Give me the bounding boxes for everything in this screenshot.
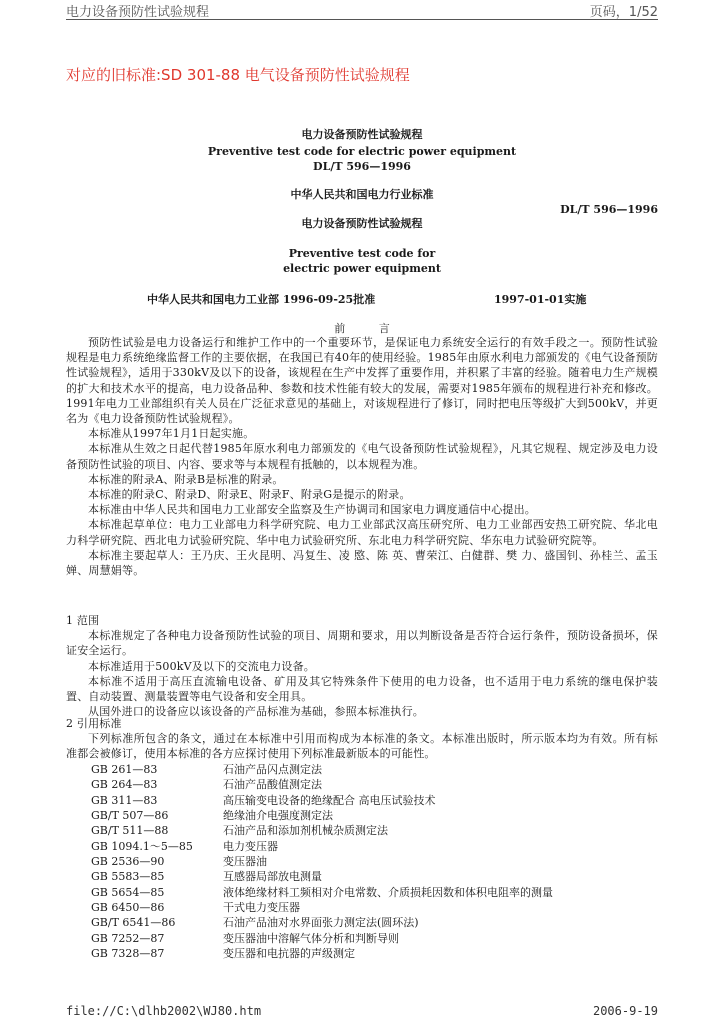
reference-code: GB 6450—86 bbox=[91, 901, 165, 915]
document-title-en: Preventive test code for electric power equipment bbox=[207, 145, 517, 158]
reference-title: 石油产品油对水界面张力测定法(圆环法) bbox=[223, 916, 419, 930]
reference-code: GB/T 511—88 bbox=[91, 824, 169, 838]
reference-title: 电力变压器 bbox=[223, 839, 278, 853]
reference-code: GB 7252—87 bbox=[91, 931, 165, 945]
industry-standard-label: 中华人民共和国电力行业标准 bbox=[290, 188, 434, 201]
section-paragraph: 本标准适用于500kV及以下的交流电力设备。 bbox=[88, 659, 316, 673]
reference-item bbox=[91, 854, 553, 869]
header-title: 电力设备预防性试验规程 bbox=[66, 5, 210, 20]
print-date: 2006-9-19 bbox=[592, 1004, 658, 1018]
reference-item bbox=[91, 793, 553, 808]
reference-code: GB 5583—85 bbox=[91, 870, 165, 884]
standard-code-right: DL/T 596—1996 bbox=[560, 203, 658, 216]
document-code: DL/T 596—1996 bbox=[313, 160, 411, 173]
section-scope bbox=[66, 613, 658, 719]
reference-item bbox=[91, 946, 553, 961]
reference-title: 石油产品闪点测定法 bbox=[223, 763, 322, 776]
effective-date: 1997-01-01实施 bbox=[494, 293, 587, 306]
document-title: 电力设备预防性试验规程 bbox=[301, 128, 423, 141]
reference-item bbox=[91, 808, 553, 823]
reference-title: 石油产品酸值测定法 bbox=[223, 778, 322, 792]
header-page-number: 页码，1/52 bbox=[589, 5, 658, 20]
reference-title: 高压输变电设备的绝缘配合 高电压试验技术 bbox=[223, 793, 436, 807]
target-standard-note: 对应的旧标准:SD 301-88 电气设备预防性试验规程 bbox=[66, 66, 410, 84]
file-path: file://C:\dlhb2002\WJ80.htm bbox=[66, 1004, 262, 1018]
reference-item bbox=[91, 915, 553, 930]
reference-item bbox=[91, 762, 553, 777]
reference-item bbox=[91, 869, 553, 884]
reference-code: GB 2536—90 bbox=[91, 855, 165, 869]
reference-item bbox=[91, 823, 553, 838]
standard-title-en-line2: electric power equipment bbox=[283, 262, 441, 275]
preface-paragraph: 本标准从生效之日起代替1985年原水利电力部颁发的《电气设备预防性试验规程》，凡其它规程、规定涉及电力设备预防性试验的项目、内容、要求等与本规程有抵触的，以本规程为准。 bbox=[66, 442, 658, 471]
reference-item bbox=[91, 777, 553, 792]
reference-code: GB 5654—85 bbox=[91, 885, 165, 899]
section-heading: 1 范围 bbox=[66, 614, 100, 627]
reference-title: 绝缘油介电强度测定法 bbox=[223, 809, 333, 823]
section-paragraph: 本标准规定了各种电力设备预防性试验的项目、周期和要求，用以判断设备是否符合运行条件，预防设备损坏，保证安全运行。 bbox=[66, 629, 658, 658]
reference-code: GB/T 6541—86 bbox=[91, 916, 176, 930]
reference-item bbox=[91, 885, 553, 900]
standard-title-cn: 电力设备预防性试验规程 bbox=[301, 217, 423, 230]
reference-title: 互感器局部放电测量 bbox=[223, 870, 322, 884]
reference-item bbox=[91, 900, 553, 915]
reference-title: 变压器和电抗器的声级测定 bbox=[223, 947, 355, 961]
preface-title: 前 言 bbox=[334, 322, 390, 335]
preface-paragraph: 本标准由中华人民共和国电力工业部安全监察及生产协调司和国家电力调度通信中心提出。 bbox=[88, 503, 536, 517]
reference-code: GB 261—83 bbox=[91, 763, 158, 776]
reference-item bbox=[91, 839, 553, 854]
section-heading: 2 引用标准 bbox=[66, 717, 122, 730]
approval-date: 中华人民共和国电力工业部 1996-09-25批准 bbox=[147, 293, 376, 306]
section-paragraph: 从国外进口的设备应以该设备的产品标准为基础，参照本标准执行。 bbox=[88, 705, 424, 719]
reference-title: 变压器油中溶解气体分析和判断导则 bbox=[223, 931, 399, 945]
reference-list bbox=[91, 762, 553, 961]
standard-title-en-line1: Preventive test code for bbox=[288, 247, 436, 260]
reference-code: GB 7328—87 bbox=[91, 947, 165, 961]
preface-paragraph: 本标准起草单位：电力工业部电力科学研究院、电力工业部武汉高压研究所、电力工业部西安热工研究院、华北电力科学研究院、西北电力试验研究院、华中电力试验研究所、东北电力科学研究院、华东电力试验研究院等。 bbox=[66, 518, 658, 547]
reference-title: 液体绝缘材料工频相对介电常数、介质损耗因数和体积电阻率的测量 bbox=[223, 885, 553, 899]
reference-code: GB/T 507—86 bbox=[91, 809, 169, 823]
preface-paragraph: 本标准的附录A、附录B是标准的附录。 bbox=[88, 472, 284, 486]
preface-paragraph: 本标准主要起草人：王乃庆、王火昆明、冯复生、凌 愍、陈 英、曹荣江、白健群、樊 力、盛国钊、孙桂兰、孟玉婵、周慧娟等。 bbox=[66, 548, 658, 578]
reference-item bbox=[91, 931, 553, 946]
preface-body bbox=[66, 335, 658, 578]
reference-title: 石油产品和添加剂机械杂质测定法 bbox=[223, 824, 388, 838]
preface-paragraph: 预防性试验是电力设备运行和维护工作中的一个重要环节，是保证电力系统安全运行的有效手段之一。预防性试验规程是电力系统绝缘监督工作的主要依据，在我国已有40年的使用经验。1985年由原水利电力部颁发的《电气设备预防性试验规程》，适用于330kV及以下的设备，该规程在生产中发挥了重要作用，并积累了丰富的经验。随着电力生产规模的扩大和技术水平的提高，电力设备品种、参数和技术性能有较大的发展，需要对1985年颁布的规程进行补充和修改。1991年电力工业部组织有关人员在广泛征求意见的基础上，对该规程进行了修订，同时把电压等级扩大到500kV，并更名为《电力设备预防性试验规程》。 bbox=[66, 336, 658, 426]
reference-title: 变压器油 bbox=[223, 855, 267, 869]
reference-code: GB 311—83 bbox=[91, 793, 158, 807]
reference-title: 干式电力变压器 bbox=[223, 901, 300, 915]
section-paragraph: 下列标准所包含的条文，通过在本标准中引用而构成为本标准的条文。本标准出版时，所示版本均为有效。所有标准都会被修订，使用本标准的各方应探讨使用下列标准最新版本的可能性。 bbox=[66, 732, 658, 761]
page-header bbox=[66, 0, 658, 20]
reference-code: GB 264—83 bbox=[91, 778, 158, 792]
reference-code: GB 1094.1～5—85 bbox=[91, 839, 193, 853]
preface-paragraph: 本标准的附录C、附录D、附录E、附录F、附录G是提示的附录。 bbox=[88, 488, 411, 502]
preface-paragraph: 本标准从1997年1月1日起实施。 bbox=[88, 427, 255, 441]
section-paragraph: 本标准不适用于高压直流输电设备、矿用及其它特殊条件下使用的电力设备，也不适用于电力系统的继电保护装置、自动装置、测量装置等电气设备和安全用具。 bbox=[66, 674, 658, 704]
section-references bbox=[66, 716, 658, 762]
